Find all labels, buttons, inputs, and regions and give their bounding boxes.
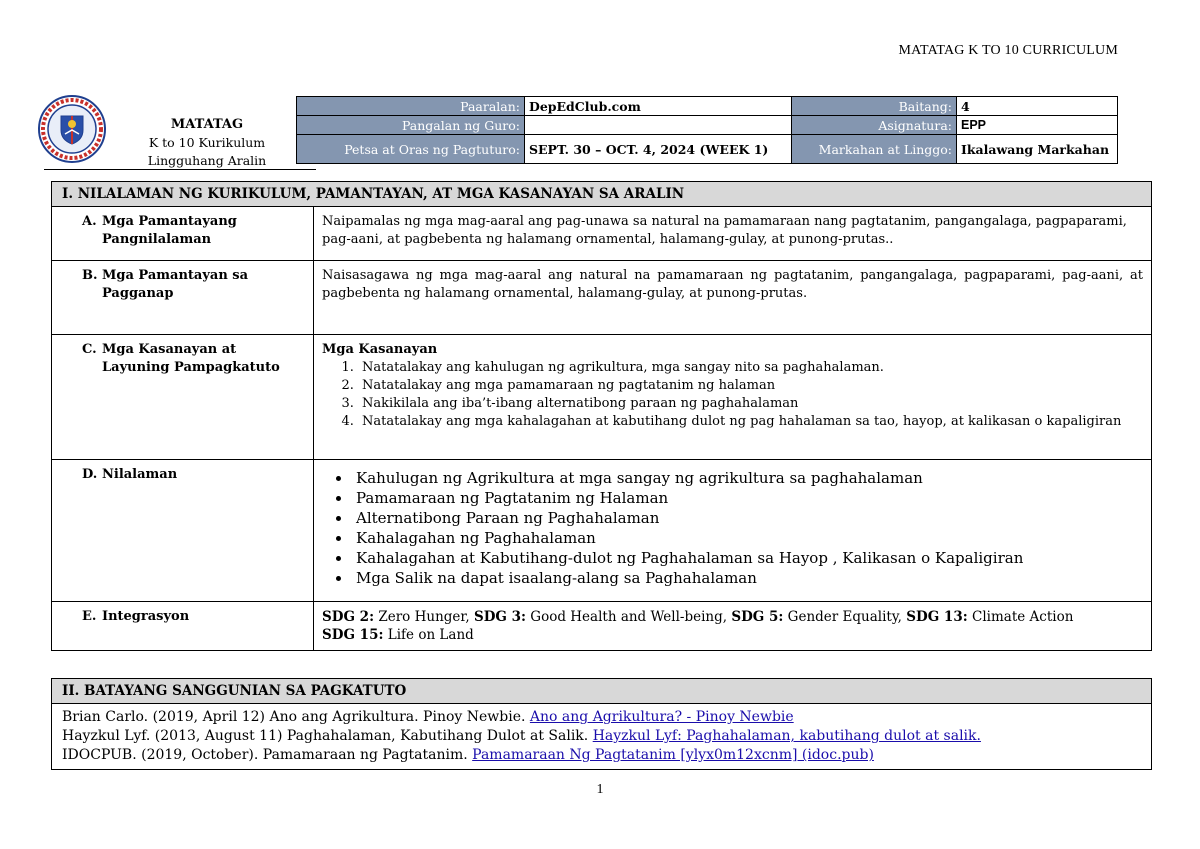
section-sanggunian xyxy=(51,678,1152,770)
markahan-value: Ikalawang Markahan xyxy=(957,135,1118,164)
reference-item xyxy=(62,727,1141,746)
baitang-value: 4 xyxy=(957,97,1118,116)
row-letter: E. xyxy=(82,609,97,624)
row-label xyxy=(52,460,314,601)
header-divider xyxy=(44,169,316,170)
row-label-text: Mga Kasanayan at Layuning Pampagkatuto xyxy=(102,342,280,375)
row-label-text: Mga Pamantayang Pangnilalaman xyxy=(102,214,237,247)
row-letter: D. xyxy=(82,467,98,482)
sdg3-text: Good Health and Well-being, xyxy=(526,609,732,625)
asignatura-label: Asignatura: xyxy=(792,116,957,135)
row-label xyxy=(52,602,314,650)
sdg5-label: SDG 5: xyxy=(731,609,784,625)
section-nilalaman xyxy=(51,181,1152,651)
kasanayan-heading: Mga Kasanayan xyxy=(322,342,438,357)
list-item: 3. Nakikilala ang iba’t-ibang alternatibong paraan ng paghahalaman xyxy=(358,395,1143,413)
sdg13-text: Climate Action xyxy=(967,609,1074,625)
row-pamantayan-sa-pagganap xyxy=(52,261,1151,335)
sdg13-label: SDG 13: xyxy=(906,609,968,625)
sdg3-label: SDG 3: xyxy=(473,609,527,625)
sdg5-text: Gender Equality, xyxy=(783,609,907,625)
row-letter: A. xyxy=(82,214,97,229)
list-item: 1. Natatalakay ang kahulugan ng agrikultura, mga sangay nito sa paghahalaman. xyxy=(358,359,1143,377)
reference-item xyxy=(62,708,1141,727)
reference-link[interactable]: Pamamaraan Ng Pagtatanim [ylyx0m12xcnm] (idoc.pub) xyxy=(472,747,874,763)
sdg15-text: Life on Land xyxy=(383,627,474,643)
nilalaman-list xyxy=(322,468,1143,588)
section-heading: I. NILALAMAN NG KURIKULUM, PAMANTAYAN, AT MGA KASANAYAN SA ARALIN xyxy=(52,182,1151,207)
petsa-value: SEPT. 30 – OCT. 4, 2024 (WEEK 1) xyxy=(525,135,792,164)
guro-value xyxy=(525,116,792,135)
title-matatag: MATATAG xyxy=(170,117,244,132)
paaralan-value: DepEdClub.com xyxy=(525,97,792,116)
curriculum-label: MATATAG K TO 10 CURRICULUM xyxy=(898,43,1118,58)
guro-label: Pangalan ng Guro: xyxy=(297,116,525,135)
petsa-label: Petsa at Oras ng Pagtuturo: xyxy=(297,135,525,164)
list-item: 2. Natatalakay ang mga pamamaraan ng pagtatanim ng halaman xyxy=(358,377,1143,395)
row-content xyxy=(314,602,1151,650)
row-kasanayan xyxy=(52,335,1151,460)
row-integrasyon xyxy=(52,602,1151,650)
reference-text: Brian Carlo. (2019, April 12) Ano ang Agrikultura. Pinoy Newbie. xyxy=(62,709,530,725)
row-label xyxy=(52,261,314,334)
title-lingguhang-aralin: Lingguhang Aralin xyxy=(147,153,267,168)
row-letter: B. xyxy=(82,268,98,283)
row-content xyxy=(314,335,1151,459)
row-label xyxy=(52,207,314,260)
header-info-table xyxy=(296,96,1118,164)
list-item: • Mga Salik na dapat isaalang-alang sa Paghahalaman xyxy=(352,568,1143,588)
list-item: • Alternatibong Paraan ng Paghahalaman xyxy=(352,508,1143,528)
lesson-header xyxy=(24,94,1120,170)
row-label-text: Mga Pamantayan sa Pagganap xyxy=(102,268,249,301)
reference-link[interactable]: Ano ang Agrikultura? - Pinoy Newbie xyxy=(529,709,794,725)
list-item: • Kahalagahan ng Paghahalaman xyxy=(352,528,1143,548)
row-nilalaman xyxy=(52,460,1151,602)
paaralan-label: Paaralan: xyxy=(297,97,525,116)
list-item: • Pamamaraan ng Pagtatanim ng Halaman xyxy=(352,488,1143,508)
row-label-text: Integrasyon xyxy=(102,609,190,624)
list-item: • Kahalagahan at Kabutihang-dulot ng Paghahalaman sa Hayop , Kalikasan o Kapaligiran xyxy=(352,548,1143,568)
row-letter: C. xyxy=(82,342,97,357)
kasanayan-list xyxy=(322,359,1143,431)
asignatura-value: EPP xyxy=(957,116,1118,135)
row-content: Naipamalas ng mga mag-aaral ang pag-unawa sa natural na pamamaraan nang pagtatanim, pangangalaga, pagpaparami, pag-aani, at pagbebenta ng halamang ornamental, halamang-gulay, at punong-prutas.. xyxy=(322,214,1127,247)
reference-list xyxy=(52,704,1151,769)
sdg2-label: SDG 2: xyxy=(322,609,375,625)
reference-text: Hayzkul Lyf. (2013, August 11) Paghahalaman, Kabutihang Dulot at Salik. xyxy=(62,728,593,744)
title-kurikulum: K to 10 Kurikulum xyxy=(148,135,266,150)
page-number: 1 xyxy=(596,782,604,797)
reference-text: IDOCPUB. (2019, October). Pamamaraan ng Pagtatanim. xyxy=(62,747,473,763)
sdg15-label: SDG 15: xyxy=(322,627,384,643)
baitang-label: Baitang: xyxy=(792,97,957,116)
row-content xyxy=(314,460,1151,601)
row-label xyxy=(52,335,314,459)
row-label-text: Nilalaman xyxy=(102,467,178,482)
reference-link[interactable]: Hayzkul Lyf: Paghahalaman, kabutihang dulot at salik. xyxy=(592,728,981,744)
row-pamantayang-pangnilalaman xyxy=(52,207,1151,261)
list-item: • Kahulugan ng Agrikultura at mga sangay ng agrikultura sa paghahalaman xyxy=(352,468,1143,488)
markahan-label: Markahan at Linggo: xyxy=(792,135,957,164)
section-heading: II. BATAYANG SANGGUNIAN SA PAGKATUTO xyxy=(52,679,1151,704)
sdg2-text: Zero Hunger, xyxy=(374,609,474,625)
row-content: Naisasagawa ng mga mag-aaral ang natural na pamamaraan ng pagtatanim, pangangalaga, pagpaparami, pag-aani, at pagbebenta ng halamang ornamental, halamang-gulay, at punong-prutas. xyxy=(322,268,1143,301)
list-item: 4. Natatalakay ang mga kahalagahan at kabutihang dulot ng pag hahalaman sa tao, hayop, at kalikasan o kapaligiran xyxy=(358,413,1143,431)
lesson-plan-title xyxy=(134,116,280,170)
reference-item xyxy=(62,746,1141,765)
deped-seal-logo xyxy=(32,94,112,164)
